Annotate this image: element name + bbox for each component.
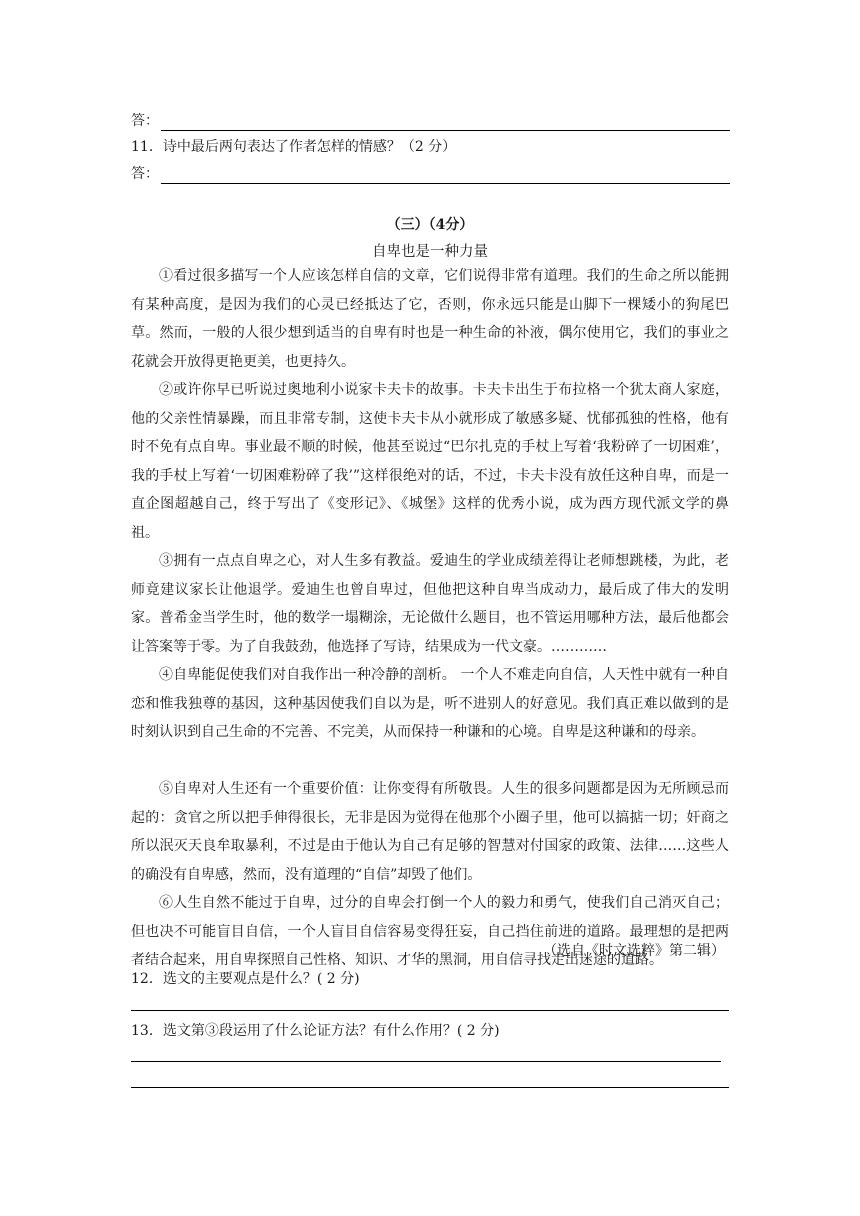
- paragraph-3: ③拥有一点点自卑之心，对人生多有教益。爱迪生的学业成绩差得让老师想跳楼，为此，老师竟建议家长让他退学。爱迪生也曾自卑过，但他把这种自卑当成动力，最后成了伟大的发明家。普希金当学生时，他的数学一塌糊涂，无论做什么题目，也不管运用哪种方法，最后他都会让答案等于零。为了自我鼓劲，他选择了写诗，结果成为一代文豪。…………: [131, 553, 729, 655]
- question-13: 13．选文第③段运用了什么论证方法？有什么作用？( 2 分): [131, 1023, 500, 1039]
- source-citation: （选自《时文选粹》第二辑）: [543, 943, 725, 959]
- paragraph-2: ②或许你早已听说过奥地利小说家卡夫卡的故事。卡夫卡出生于布拉格一个犹太商人家庭，他的父亲性情暴躁，而且非常专制，这使卡夫卡从小就形成了敏感多疑、忧郁孤独的性格，他有时不免有点自卑。事业最不顺的时候，他甚至说过“巴尔扎克的手杖上写着‘我粉碎了一切困难’，我的手杖上写着‘一切困难粉碎了我’”这样很绝对的话，不过，卡夫卡没有放任这种自卑，而是一直企图超越自己，终于写出了《变形记》、《城堡》这样的优秀小说，成为西方现代派文学的鼻祖。: [131, 382, 729, 541]
- answer-line-11[interactable]: [131, 163, 730, 185]
- question-11: 11．诗中最后两句表达了作者怎样的情感？（2 分）: [131, 139, 457, 155]
- section-heading: （三）（4分）: [386, 217, 474, 233]
- answer-label: 答：: [131, 113, 159, 129]
- paragraph-1: ①看过很多描写一个人应该怎样自信的文章，它们说得非常有道理。我们的生命之所以能拥有某种高度，是因为我们的心灵已经抵达了它，否则，你永远只能是山脚下一棵矮小的狗尾巴草。然而，一般的人很少想到适当的自卑有时也是一种生命的补液，偶尔使用它，我们的事业之花就会开放得更艳更美，也更持久。: [131, 268, 729, 370]
- answer-line-12[interactable]: [131, 1010, 729, 1011]
- paragraph-5: ⑤自卑对人生还有一个重要价值：让你变得有所敬畏。人生的很多问题都是因为无所顾忌而起的：贪官之所以把手伸得很长，无非是因为觉得在他那个小圈子里，他可以搞掂一切；奸商之所以泯灭天良牟取暴利，不过是由于他认为自己有足够的智慧对付国家的政策、法律……这些人的确没有自卑感，然而，没有道理的“自信”却毁了他们。: [131, 781, 729, 883]
- answer-rule: [161, 130, 730, 131]
- article-title: 自卑也是一种力量: [372, 244, 488, 260]
- answer-label: 答：: [131, 166, 159, 182]
- answer-line-10[interactable]: [131, 110, 730, 132]
- paragraph-6: ⑥人生自然不能过于自卑，过分的自卑会打倒一个人的毅力和勇气，使我们自己消灭自己；但也决不可能盲目自信，一个人盲目自信容易变得狂妄，自己挡住前进的道路。最理想的是把两者结合起来，用自卑探照自己性格、知识、才华的黑洞，用自信寻找走出迷途的道路。: [131, 895, 729, 968]
- answer-line-13b[interactable]: [131, 1087, 729, 1088]
- answer-line-13a[interactable]: [131, 1061, 721, 1062]
- paragraph-4: ④自卑能促使我们对自我作出一种冷静的剖析。 一个人不难走向自信，人天性中就有一种自恋和惟我独尊的基因，这种基因使我们自以为是，听不进别人的好意见。我们真正难以做到的是时刻认识到自己生命的不完善、不完美，从而保持一种谦和的心境。自卑是这种谦和的母亲。: [131, 667, 729, 740]
- question-12: 12．选文的主要观点是什么？( 2 分): [131, 971, 360, 987]
- answer-rule: [161, 183, 730, 184]
